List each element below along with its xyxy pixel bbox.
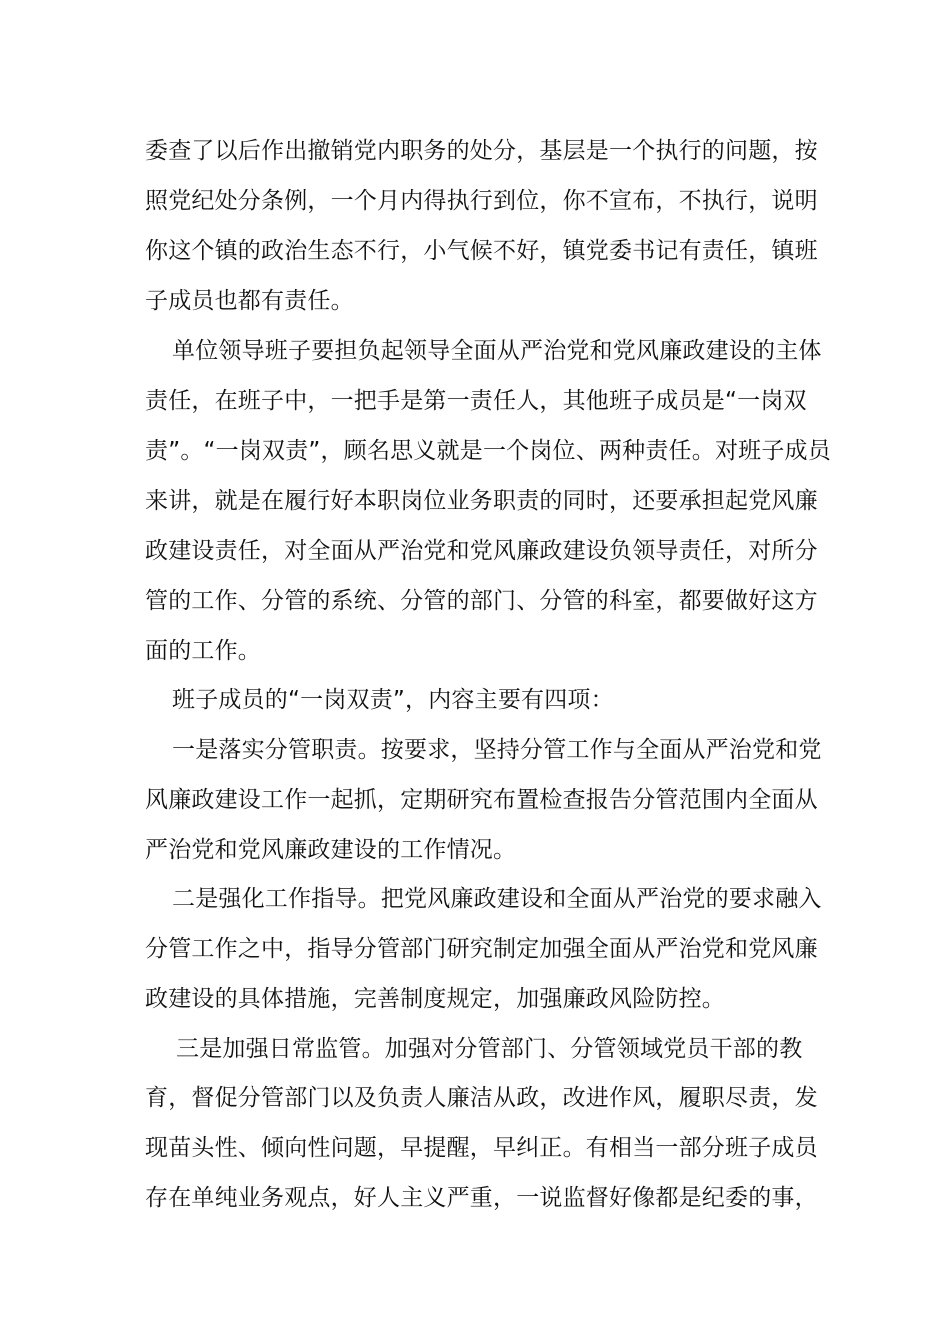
text-line: 三是加强日常监管。加强对分管部门、分管领域党员干部的教 — [176, 1036, 803, 1062]
text-line: 委查了以后作出撤销党内职务的处分，基层是一个执行的问题，按 — [145, 138, 818, 164]
text-line: 来讲，就是在履行好本职岗位业务职责的同时，还要承担起党风廉 — [145, 488, 818, 514]
text-line: 管的工作、分管的系统、分管的部门、分管的科室，都要做好这方 — [145, 588, 818, 614]
text-line: 照党纪处分条例，一个月内得执行到位，你不宣布，不执行，说明 — [145, 188, 818, 214]
text-line: 政建设责任，对全面从严治党和党风廉政建设负领导责任，对所分 — [145, 538, 818, 564]
text-line: 存在单纯业务观点，好人主义严重，一说监督好像都是纪委的事， — [145, 1185, 818, 1211]
text-line: 子成员也都有责任。 — [145, 288, 354, 314]
text-line: 责任，在班子中，一把手是第一责任人，其他班子成员是“一岗双 — [145, 388, 807, 414]
text-line: 严治党和党风廉政建设的工作情况。 — [145, 837, 517, 863]
text-line: 政建设的具体措施，完善制度规定，加强廉政风险防控。 — [145, 986, 725, 1012]
text-line: 风廉政建设工作一起抓，定期研究布置检查报告分管范围内全面从 — [145, 787, 818, 813]
text-line: 分管工作之中，指导分管部门研究制定加强全面从严治党和党风廉 — [145, 936, 818, 962]
text-line: 育，督促分管部门以及负责人廉洁从政，改进作风，履职尽责，发 — [145, 1085, 818, 1111]
text-line: 二是强化工作指导。把党风廉政建设和全面从严治党的要求融入 — [172, 886, 822, 912]
text-line: 一是落实分管职责。按要求，坚持分管工作与全面从严治党和党 — [172, 737, 822, 763]
text-line: 班子成员的“一岗双责”，内容主要有四项： — [172, 687, 614, 713]
text-line: 现苗头性、倾向性问题，早提醒，早纠正。有相当一部分班子成员 — [145, 1135, 818, 1161]
text-line: 你这个镇的政治生态不行，小气候不好，镇党委书记有责任，镇班 — [145, 238, 818, 264]
text-line: 面的工作。 — [145, 638, 261, 664]
text-line: 单位领导班子要担负起领导全面从严治党和党风廉政建设的主体 — [172, 338, 822, 364]
text-line: 责”。“一岗双责”，顾名思义就是一个岗位、两种责任。对班子成员 — [145, 438, 831, 464]
